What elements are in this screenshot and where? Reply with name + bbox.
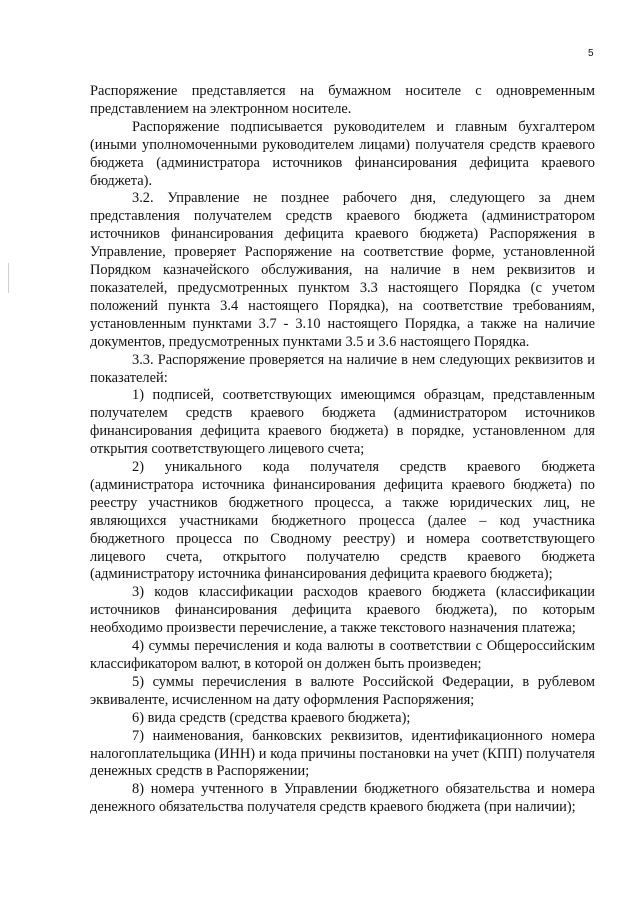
margin-mark: [8, 263, 9, 293]
list-item-5: 5) суммы перечисления в валюте Российской Федерации, в рублевом эквиваленте, исчисленном на дату оформления Распоряжения;: [90, 673, 595, 708]
list-item-6: 6) вида средств (средства краевого бюджета);: [132, 709, 411, 726]
paragraph-signature: Распоряжение подписывается руководителем и главным бухгалтером (иными уполномоченными руководителем лицами) получателя средств краевого бюджета (администратора источников финансирования дефицита краевого бюджета).: [90, 118, 595, 189]
list-item-7: 7) наименования, банковских реквизитов, идентификационного номера налогоплательщика (ИНН) и кода причины постановки на учет (КПП) получателя денежных средств в Распоряжении;: [90, 727, 595, 780]
paragraph-3-2: 3.2. Управление не позднее рабочего дня, следующего за днем представления получателем средств краевого бюджета (администратором источников финансирования дефицита краевого бюджета) Распоряжения в Управление, проверяет Распоряжение на соответствие форме, установленной Порядком казначейского обслуживания, на наличие в нем реквизитов и показателей, предусмотренных пунктом 3.3 настоящего Порядка (с учетом положений пункта 3.4 настоящего Порядка), на соответствие требованиям, установленным пунктами 3.7 - 3.10 настоящего Порядка, а также на наличие документов, предусмотренных пунктами 3.5 и 3.6 настоящего Порядка.: [90, 190, 595, 350]
list-item-4: 4) суммы перечисления и кода валюты в соответствии с Общероссийским классификатором валют, в которой он должен быть произведен;: [90, 638, 595, 672]
list-item-8: 8) номера учтенного в Управлении бюджетного обязательства и номера денежного обязательства получателя средств краевого бюджета (при наличии);: [90, 781, 595, 816]
document-body: [90, 83, 595, 817]
paragraph-3-3: 3.3. Распоряжение проверяется на наличие в нем следующих реквизитов и показателей:: [90, 351, 595, 386]
list-item-2: 2) уникального кода получателя средств краевого бюджета (администратора источника финансирования дефицита краевого бюджета) по реестру участников бюджетного процесса, а также юридических лиц, не являющихся участниками бюджетного процесса (далее – код участника бюджетного процесса по Сводному реестру) и номера соответствующего лицевого счета, открытого получателю средств краевого бюджета (администратору источника финансирования дефицита краевого бюджета);: [90, 459, 595, 583]
list-item-3: 3) кодов классификации расходов краевого бюджета (классификации источников финансирования дефицита краевого бюджета), по которым необходимо произвести перечисление, а также текстового назначения платежа;: [90, 584, 595, 637]
list-item-1: 1) подписей, соответствующих имеющимся образцам, представленным получателем средств краевого бюджета (администратором источников финансирования дефицита краевого бюджета) в порядке, установленном для открытия соответствующего лицевого счета;: [90, 387, 595, 458]
paragraph-intro: Распоряжение представляется на бумажном носителе с одновременным представлением на электронном носителе.: [90, 83, 595, 117]
page-number: 5: [588, 48, 594, 59]
